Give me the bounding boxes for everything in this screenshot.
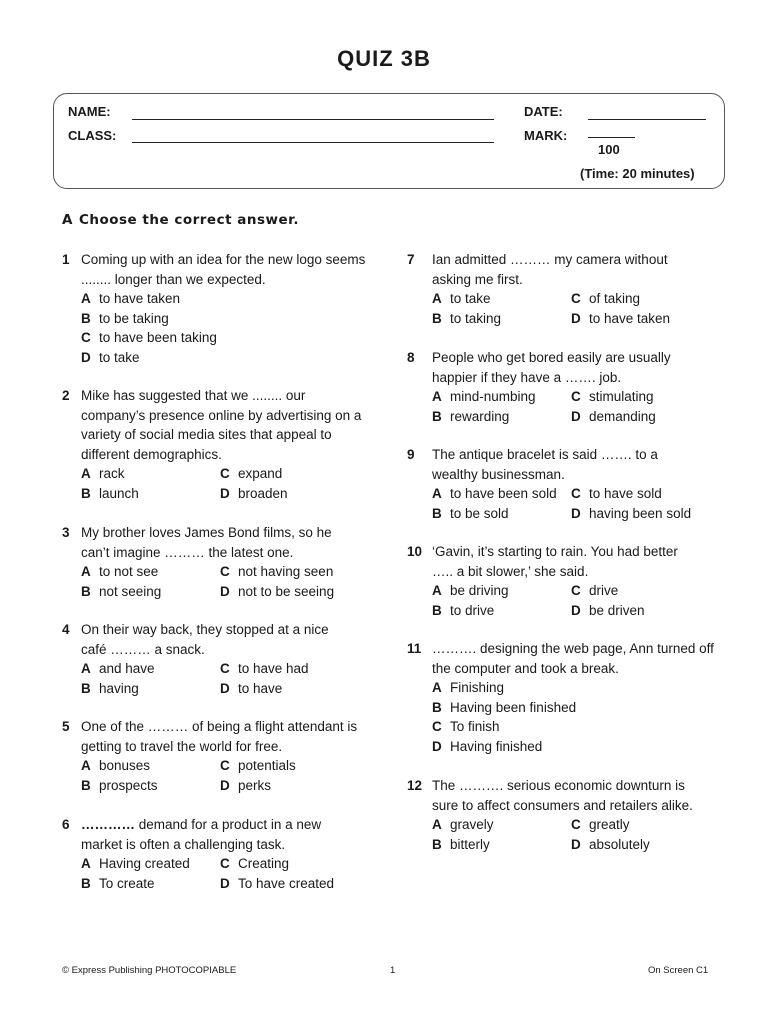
option-d[interactable]: D demanding [571, 408, 656, 424]
time-limit: (Time: 20 minutes) [580, 166, 695, 181]
option-c[interactable]: C potentials [220, 758, 296, 773]
question-stem: Ian admitted ……… my camera without asking me first. [432, 252, 668, 287]
option-c[interactable]: C drive [571, 583, 619, 598]
option-a[interactable]: A be driving [432, 583, 509, 598]
option-b[interactable]: B having [81, 680, 139, 696]
question-stem: ………… demand for a product in a new market is often a challenging task. [81, 817, 322, 852]
date-label: DATE: [524, 104, 563, 119]
option-b[interactable]: B to drive [432, 602, 495, 618]
mark-line [588, 137, 635, 138]
option-b[interactable]: B bitterly [432, 836, 490, 852]
option-b[interactable]: B not seeing [81, 583, 162, 599]
section-instruction: Choose the correct answer. [78, 212, 299, 228]
question-stem: Mike has suggested that we ........ our company’s presence online by advertising on a variety of social media sites that appeal to different demographics. [81, 388, 362, 462]
option-d[interactable]: D To have created [220, 875, 335, 891]
option-b[interactable]: B To create [81, 875, 155, 891]
option-c[interactable]: C To finish [432, 719, 500, 734]
option-b[interactable]: B rewarding [432, 408, 510, 424]
option-c[interactable]: C to have sold [571, 486, 662, 501]
question-number: 1 [62, 252, 70, 267]
option-a[interactable]: A rack [81, 466, 125, 481]
question-number: 4 [62, 622, 70, 637]
option-a[interactable]: A to not see [81, 564, 159, 579]
option-a[interactable]: A Finishing [432, 680, 505, 695]
question-number: 6 [62, 817, 70, 832]
section-letter: A [62, 212, 73, 228]
option-a[interactable]: A to have been sold [432, 486, 557, 501]
option-c[interactable]: C Creating [220, 856, 290, 871]
class-line [132, 142, 494, 143]
question-number: 5 [62, 719, 70, 734]
option-c[interactable]: C greatly [571, 817, 630, 832]
student-info-box [53, 93, 725, 189]
option-d[interactable]: D not to be seeing [220, 583, 335, 599]
option-d[interactable]: D absolutely [571, 836, 650, 852]
option-d[interactable]: D broaden [220, 485, 288, 501]
option-b[interactable]: B prospects [81, 777, 158, 793]
option-b[interactable]: B launch [81, 485, 139, 501]
option-a[interactable]: A bonuses [81, 758, 151, 773]
question-stem: My brother loves James Bond films, so he can’t imagine ……… the latest one. [81, 525, 332, 560]
option-a[interactable]: A mind-numbing [432, 389, 536, 404]
question-stem: One of the ……… of being a flight attendant is getting to travel the world for free. [81, 719, 358, 754]
question-number: 12 [407, 778, 423, 793]
name-line [132, 119, 494, 120]
question-stem: The ………. serious economic downturn is sure to affect consumers and retailers alike. [432, 778, 693, 813]
footer-page-number: 1 [390, 965, 396, 976]
option-c[interactable]: C to have been taking [81, 330, 217, 345]
option-d[interactable]: D perks [220, 777, 272, 793]
option-b[interactable]: B Having been finished [432, 699, 577, 715]
option-c[interactable]: C stimulating [571, 389, 654, 404]
question-stem: Coming up with an idea for the new logo seems ........ longer than we expected. [81, 252, 366, 287]
mark-total: 100 [598, 142, 620, 157]
option-a[interactable]: A to take [432, 291, 491, 306]
option-d[interactable]: D to have [220, 680, 283, 696]
option-c[interactable]: C expand [220, 466, 283, 481]
date-line [588, 119, 706, 120]
option-d[interactable]: D be driven [571, 602, 645, 618]
question-number: 11 [407, 641, 422, 656]
name-label: NAME: [68, 104, 111, 119]
option-c[interactable]: C to have had [220, 661, 309, 676]
question-stem: People who get bored easily are usually happier if they have a ……. job. [432, 350, 671, 385]
question-number: 9 [407, 447, 415, 462]
quiz-title: QUIZ 3B [337, 46, 431, 71]
question-number: 7 [407, 252, 415, 267]
question-number: 2 [62, 388, 70, 403]
option-d[interactable]: D to have taken [571, 310, 671, 326]
option-a[interactable]: A gravely [432, 817, 494, 832]
option-d[interactable]: D to take [81, 349, 140, 365]
question-stem: ………. designing the web page, Ann turned off the computer and took a break. [432, 641, 714, 676]
section-heading [62, 212, 299, 228]
question-stem: The antique bracelet is said ……. to a wealthy businessman. [432, 447, 658, 482]
question-stem: On their way back, they stopped at a nice café ……… a snack. [81, 622, 329, 657]
option-c[interactable]: C of taking [571, 291, 641, 306]
option-b[interactable]: B to be taking [81, 310, 169, 326]
mark-label: MARK: [524, 128, 568, 143]
question-stem: ‘Gavin, it’s starting to rain. You had better ….. a bit slower,’ she said. [432, 544, 678, 579]
question-number: 10 [407, 544, 423, 559]
option-b[interactable]: B to taking [432, 310, 502, 326]
option-a[interactable]: A to have taken [81, 291, 181, 306]
question-number: 8 [407, 350, 415, 365]
question-number: 3 [62, 525, 70, 540]
option-c[interactable]: C not having seen [220, 564, 334, 579]
option-d[interactable]: D Having finished [432, 738, 543, 754]
option-d[interactable]: D having been sold [571, 505, 692, 521]
footer-copyright: © Express Publishing PHOTOCOPIABLE [62, 965, 237, 976]
class-label: CLASS: [68, 128, 117, 143]
option-b[interactable]: B to be sold [432, 505, 509, 521]
footer-book-title: On Screen C1 [648, 965, 709, 976]
option-a[interactable]: A Having created [81, 856, 190, 871]
option-a[interactable]: A and have [81, 661, 155, 676]
